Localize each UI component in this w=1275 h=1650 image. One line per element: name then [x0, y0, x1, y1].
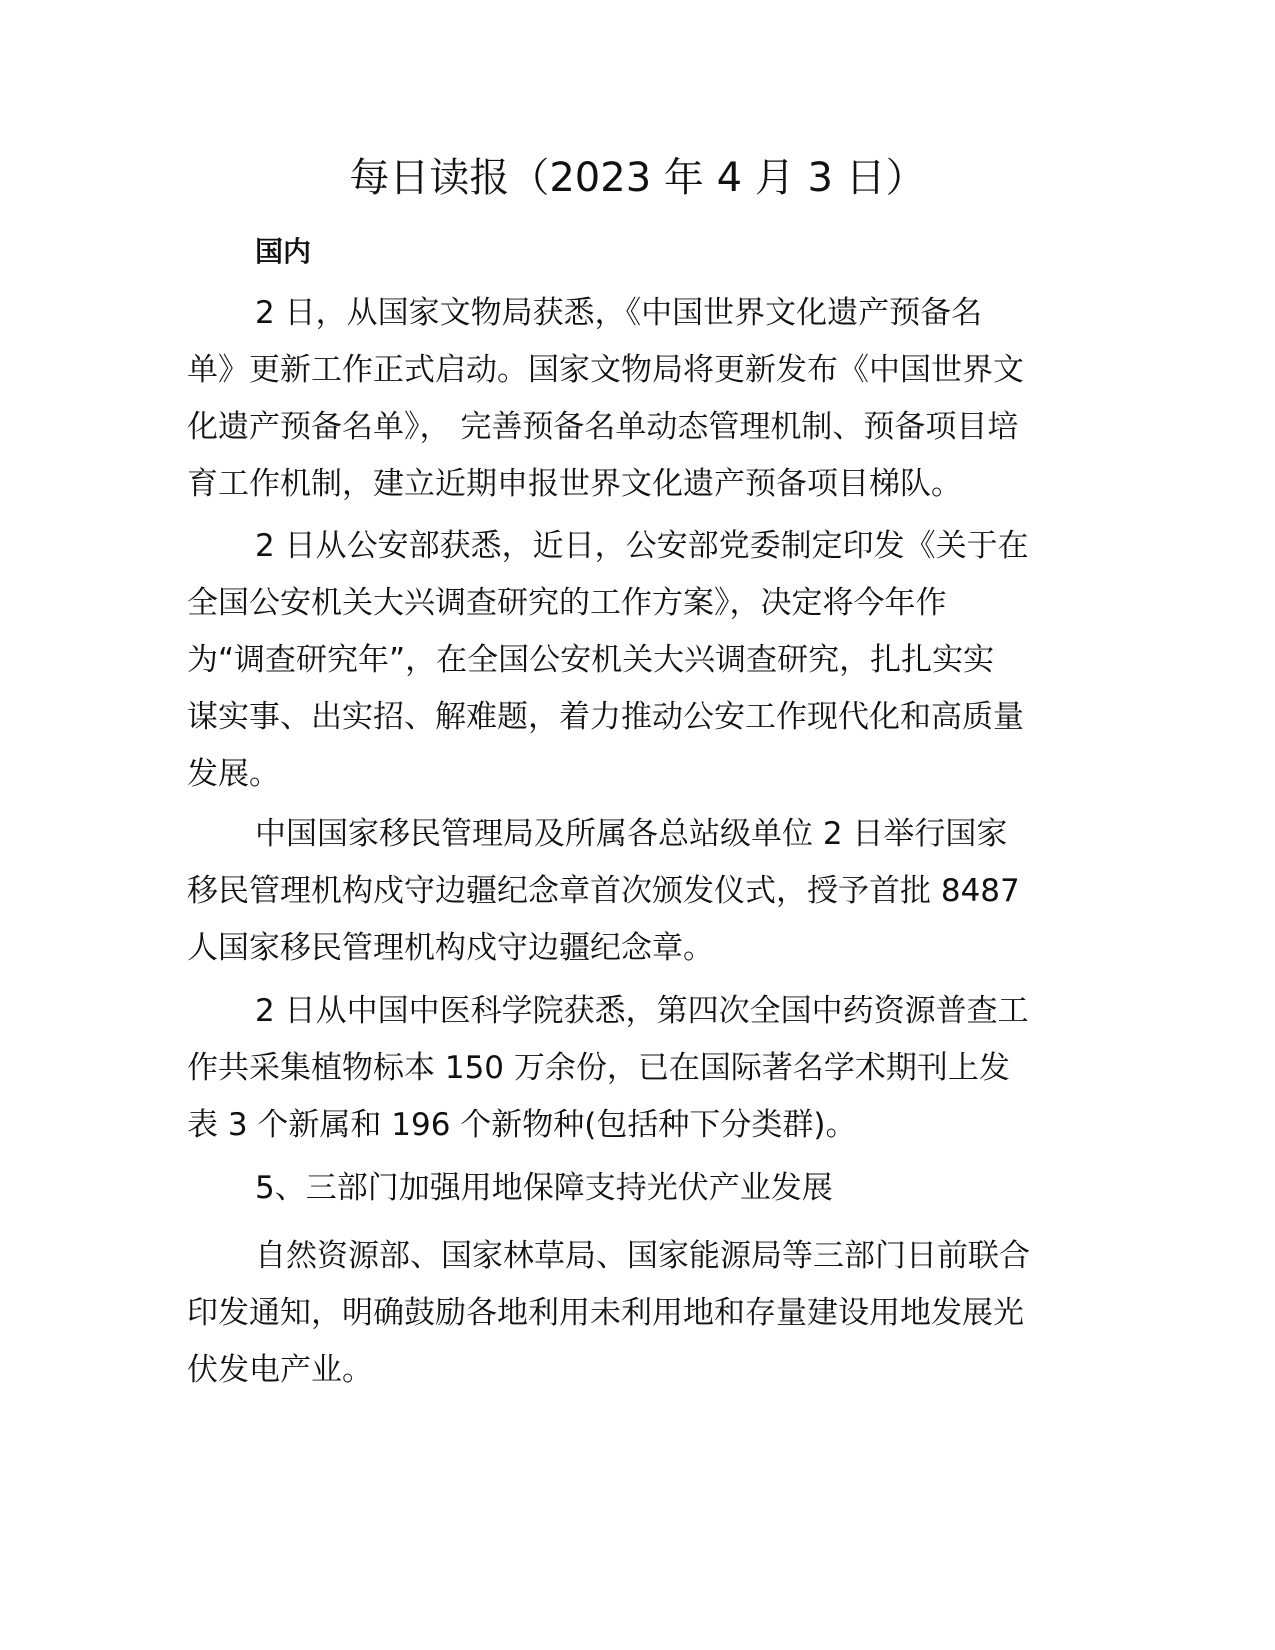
paragraph-line: 作共采集植物标本 150 万余份，已在国际著名学术期刊上发	[187, 1050, 1010, 1086]
paragraph-line: 育工作机制，建立近期申报世界文化遗产预备项目梯队。	[187, 466, 962, 502]
paragraph-line: 化遗产预备名单》， 完善预备名单动态管理机制、预备项目培	[187, 409, 1019, 445]
paragraph-line: 发展。	[187, 756, 280, 792]
document-title: 每日读报（2023 年 4 月 3 日）	[349, 155, 926, 201]
paragraph-line: 2 日，从国家文物局获悉，《中国世界文化遗产预备名	[255, 295, 983, 331]
paragraph-line: 中国国家移民管理局及所属各总站级单位 2 日举行国家	[255, 816, 1008, 852]
paragraph-line: 印发通知，明确鼓励各地利用未利用地和存量建设用地发展光	[187, 1295, 1024, 1331]
paragraph-line: 为“调查研究年”，在全国公安机关大兴调查研究，扎扎实实	[187, 642, 995, 678]
paragraph-5	[187, 1228, 1087, 1399]
paragraph-2	[187, 518, 1087, 803]
paragraph-line: 谋实事、出实招、解难题，着力推动公安工作现代化和高质量	[187, 699, 1024, 735]
paragraph-1	[187, 285, 1087, 513]
paragraph-line: 表 3 个新属和 196 个新物种(包括种下分类群)。	[187, 1107, 857, 1143]
paragraph-line: 人国家移民管理机构戍守边疆纪念章。	[187, 930, 714, 966]
section-heading: 国内	[255, 235, 312, 268]
paragraph-line: 自然资源部、国家林草局、国家能源局等三部门日前联合	[255, 1238, 1030, 1274]
paragraph-4	[187, 983, 1087, 1154]
paragraph-line: 移民管理机构戍守边疆纪念章首次颁发仪式，授予首批 8487	[187, 873, 1020, 909]
paragraph-line: 2 日从中国中医科学院获悉，第四次全国中药资源普查工	[255, 993, 1029, 1029]
news-subheading: 5、三部门加强用地保障支持光伏产业发展	[255, 1170, 833, 1206]
paragraph-line: 伏发电产业。	[187, 1352, 373, 1388]
paragraph-line: 单》更新工作正式启动。国家文物局将更新发布《中国世界文	[187, 352, 1024, 388]
paragraph-3	[187, 806, 1087, 977]
paragraph-line: 2 日从公安部获悉，近日，公安部党委制定印发《关于在	[255, 528, 1029, 564]
paragraph-line: 全国公安机关大兴调查研究的工作方案》，决定将今年作	[187, 585, 947, 621]
